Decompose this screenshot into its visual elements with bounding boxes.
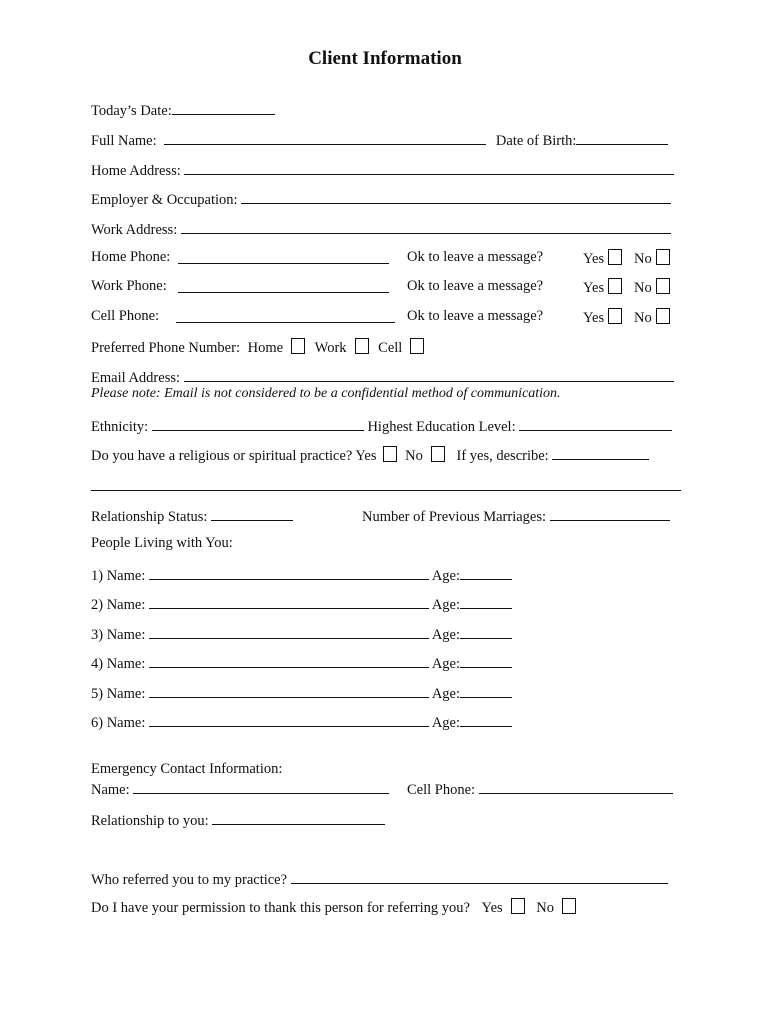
religion-question: Do you have a religious or spiritual practice? xyxy=(91,448,353,464)
emergency-name-field[interactable] xyxy=(133,779,389,794)
work-phone-label: Work Phone: xyxy=(91,278,167,294)
referral-field[interactable] xyxy=(291,869,668,884)
permission-yes-checkbox[interactable] xyxy=(511,898,525,914)
relationship-status-row xyxy=(91,506,293,526)
person-row xyxy=(91,712,512,732)
yes-label: Yes xyxy=(583,280,605,296)
full-name-row xyxy=(91,130,681,150)
referral-row xyxy=(91,869,668,889)
education-field[interactable] xyxy=(519,416,672,431)
relationship-status-label: Relationship Status: xyxy=(91,509,208,525)
preferred-cell-label: Cell xyxy=(378,340,403,356)
page-title: Client Information xyxy=(308,48,462,69)
cell-phone-field[interactable] xyxy=(176,308,395,323)
yes-label: Yes xyxy=(583,251,605,267)
work-phone-yes-checkbox[interactable] xyxy=(608,278,622,294)
emergency-name-label: Name: xyxy=(91,782,130,798)
preferred-home-checkbox[interactable] xyxy=(291,338,305,354)
education-label: Highest Education Level: xyxy=(367,419,516,435)
permission-question: Do I have your permission to thank this person for referring you? xyxy=(91,900,470,916)
person-age-field[interactable] xyxy=(460,565,512,580)
person-row xyxy=(91,565,512,585)
cell-phone-label: Cell Phone: xyxy=(91,308,160,324)
religion-yes-label: Yes xyxy=(355,448,377,464)
permission-no-label: No xyxy=(536,900,555,916)
person-age-field[interactable] xyxy=(460,712,512,727)
work-address-label: Work Address: xyxy=(91,222,178,238)
work-phone-message-question: Ok to leave a message? xyxy=(407,278,544,294)
ethnicity-row xyxy=(91,416,681,436)
religion-yes-checkbox[interactable] xyxy=(383,446,397,462)
previous-marriages-field[interactable] xyxy=(550,506,670,521)
person-name-label: 3) Name: xyxy=(91,627,146,643)
preferred-work-label: Work xyxy=(314,340,347,356)
person-name-label: 6) Name: xyxy=(91,715,146,731)
person-age-label: Age: xyxy=(431,656,460,672)
emergency-relationship-label: Relationship to you: xyxy=(91,813,209,829)
cell-phone-yes-option xyxy=(583,308,622,327)
no-label: No xyxy=(634,310,652,326)
home-phone-no-checkbox[interactable] xyxy=(656,249,670,265)
cell-phone-no-option xyxy=(634,308,670,327)
work-phone-no-checkbox[interactable] xyxy=(656,278,670,294)
full-name-field[interactable] xyxy=(164,130,486,145)
home-address-field[interactable] xyxy=(184,160,674,175)
home-address-row xyxy=(91,160,681,180)
cell-phone-yes-checkbox[interactable] xyxy=(608,308,622,324)
employer-label: Employer & Occupation: xyxy=(91,192,238,208)
cell-phone-no-checkbox[interactable] xyxy=(656,308,670,324)
full-name-label: Full Name: xyxy=(91,133,157,149)
person-age-label: Age: xyxy=(431,597,460,613)
person-name-label: 2) Name: xyxy=(91,597,146,613)
date-of-birth-field[interactable] xyxy=(576,130,668,145)
emergency-name-row xyxy=(91,779,389,799)
email-field[interactable] xyxy=(184,367,674,382)
preferred-home-label: Home xyxy=(247,340,284,356)
previous-marriages-row xyxy=(362,506,670,526)
person-age-label: Age: xyxy=(431,568,460,584)
person-age-field[interactable] xyxy=(460,624,512,639)
preferred-phone-row xyxy=(91,338,424,357)
person-age-field[interactable] xyxy=(460,653,512,668)
home-phone-message-question: Ok to leave a message? xyxy=(407,249,544,265)
person-row xyxy=(91,594,512,614)
email-confidentiality-note: Please note: Email is not considered to be a confidential method of communication. xyxy=(91,386,561,401)
ethnicity-label: Ethnicity: xyxy=(91,419,149,435)
employer-field[interactable] xyxy=(241,189,671,204)
person-name-field[interactable] xyxy=(149,653,429,668)
person-row xyxy=(91,653,512,673)
person-name-field[interactable] xyxy=(149,565,429,580)
emergency-cell-row xyxy=(407,779,673,799)
email-row xyxy=(91,367,681,387)
work-address-field[interactable] xyxy=(181,219,671,234)
person-row xyxy=(91,683,512,703)
date-of-birth-label: Date of Birth: xyxy=(495,133,577,149)
people-living-heading: People Living with You: xyxy=(91,535,233,551)
person-name-field[interactable] xyxy=(149,683,429,698)
ethnicity-field[interactable] xyxy=(152,416,364,431)
employer-row xyxy=(91,189,681,209)
yes-label: Yes xyxy=(583,310,605,326)
home-phone-yes-checkbox[interactable] xyxy=(608,249,622,265)
home-phone-label: Home Phone: xyxy=(91,249,171,265)
preferred-phone-label: Preferred Phone Number: xyxy=(91,340,240,356)
permission-yes-label: Yes xyxy=(481,900,503,916)
referral-question: Who referred you to my practice? xyxy=(91,872,288,888)
person-name-label: 1) Name: xyxy=(91,568,146,584)
work-phone-yes-option xyxy=(583,278,622,297)
person-name-field[interactable] xyxy=(149,712,429,727)
work-address-row xyxy=(91,219,681,239)
emergency-contact-heading: Emergency Contact Information: xyxy=(91,761,283,777)
religion-description-line[interactable] xyxy=(91,490,681,491)
preferred-work-checkbox[interactable] xyxy=(355,338,369,354)
religion-describe-field[interactable] xyxy=(552,445,649,460)
religion-no-checkbox[interactable] xyxy=(431,446,445,462)
person-age-label: Age: xyxy=(431,715,460,731)
todays-date-label: Today’s Date: xyxy=(91,103,172,119)
todays-date-row xyxy=(91,100,681,120)
religion-row xyxy=(91,445,681,465)
permission-row xyxy=(91,898,576,917)
home-phone-no-option xyxy=(634,249,670,268)
person-name-label: 5) Name: xyxy=(91,686,146,702)
person-row xyxy=(91,624,512,644)
person-name-field[interactable] xyxy=(149,594,429,609)
emergency-cell-label: Cell Phone: xyxy=(407,782,476,798)
person-age-field[interactable] xyxy=(460,594,512,609)
work-phone-field[interactable] xyxy=(178,278,389,293)
email-label: Email Address: xyxy=(91,370,181,386)
preferred-cell-checkbox[interactable] xyxy=(410,338,424,354)
todays-date-field[interactable] xyxy=(172,100,275,115)
person-age-field[interactable] xyxy=(460,683,512,698)
emergency-relationship-row xyxy=(91,810,385,830)
no-label: No xyxy=(634,251,652,267)
permission-no-checkbox[interactable] xyxy=(562,898,576,914)
home-phone-yes-option xyxy=(583,249,622,268)
religion-no-label: No xyxy=(405,448,423,464)
no-label: No xyxy=(634,280,652,296)
home-phone-field[interactable] xyxy=(178,249,389,264)
relationship-status-field[interactable] xyxy=(211,506,293,521)
religion-describe-label: If yes, describe: xyxy=(456,448,549,464)
work-phone-no-option xyxy=(634,278,670,297)
previous-marriages-label: Number of Previous Marriages: xyxy=(362,509,547,525)
person-age-label: Age: xyxy=(431,627,460,643)
person-name-field[interactable] xyxy=(149,624,429,639)
cell-phone-message-question: Ok to leave a message? xyxy=(407,308,544,324)
person-age-label: Age: xyxy=(431,686,460,702)
emergency-cell-field[interactable] xyxy=(479,779,673,794)
emergency-relationship-field[interactable] xyxy=(212,810,385,825)
home-address-label: Home Address: xyxy=(91,163,181,179)
person-name-label: 4) Name: xyxy=(91,656,146,672)
